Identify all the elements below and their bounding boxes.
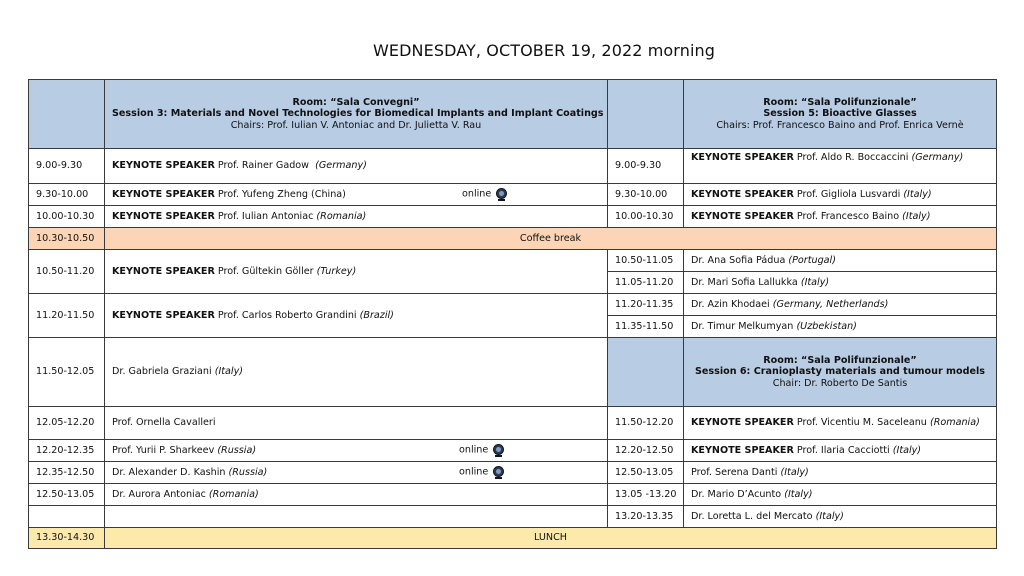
right-room: Room: “Sala Polifunzionale” [763, 96, 917, 108]
left-time: 11.20-11.50 [29, 294, 105, 338]
table-row [29, 440, 997, 462]
right-chairs: Chairs: Prof. Francesco Baino and Prof. Enrica Vernè [716, 119, 964, 131]
table-row [29, 149, 997, 184]
right-time: 11.35-11.50 [608, 316, 684, 338]
webcam-icon [493, 466, 504, 477]
right-talk: KEYNOTE SPEAKER Prof. Francesco Baino (Italy) [684, 206, 997, 228]
online-label: online [459, 466, 489, 478]
right-time: 10.00-10.30 [608, 206, 684, 228]
lunch-time: 13.30-14.30 [29, 528, 105, 549]
table-row [29, 506, 997, 528]
table-row [29, 184, 997, 206]
left-talk: Dr. Aurora Antoniac (Romania) [105, 484, 608, 506]
right-time: 12.50-13.05 [608, 462, 684, 484]
header-empty-time-right [608, 80, 684, 149]
coffee-time: 10.30-10.50 [29, 228, 105, 250]
right-talk: Dr. Azin Khodaei (Germany, Netherlands) [684, 294, 997, 316]
left-session-title: Session 3: Materials and Novel Technologies for Biomedical Implants and Implant Coatings [112, 108, 604, 120]
left-talk: Prof. Ornella Cavalleri [105, 407, 608, 440]
left-time: 12.50-13.05 [29, 484, 105, 506]
table-row [29, 484, 997, 506]
online-label: online [459, 444, 489, 456]
left-time: 12.35-12.50 [29, 462, 105, 484]
left-talk: KEYNOTE SPEAKER Prof. Rainer Gadow (Germany) [105, 149, 608, 184]
right-talk: KEYNOTE SPEAKER Prof. Ilaria Cacciotti (Italy) [684, 440, 997, 462]
right-session-title: Session 6: Cranioplasty materials and tumour models [695, 366, 985, 378]
right-time: 13.05 -13.20 [608, 484, 684, 506]
coffee-break-label: Coffee break [105, 228, 997, 250]
right-time: 11.50-12.20 [608, 407, 684, 440]
table-row [29, 338, 997, 407]
lunch-row [29, 528, 997, 549]
right-session6-header [684, 338, 997, 407]
right-time: 13.20-13.35 [608, 506, 684, 528]
left-time-empty [29, 506, 105, 528]
table-row [29, 250, 997, 272]
coffee-break-row [29, 228, 997, 250]
webcam-icon [493, 444, 504, 455]
right-time: 11.05-11.20 [608, 272, 684, 294]
schedule-table [28, 79, 997, 549]
table-row [29, 294, 997, 316]
left-session-header [105, 80, 608, 149]
left-time: 9.00-9.30 [29, 149, 105, 184]
right-talk: Dr. Ana Sofia Pádua (Portugal) [684, 250, 997, 272]
right-time: 10.50-11.05 [608, 250, 684, 272]
webcam-icon [496, 188, 507, 199]
left-time: 9.30-10.00 [29, 184, 105, 206]
table-row [29, 407, 997, 440]
left-talk: Prof. Yurii P. Sharkeev (Russia) online [105, 440, 608, 462]
right-talk: KEYNOTE SPEAKER Prof. Gigliola Lusvardi (Italy) [684, 184, 997, 206]
page-title: WEDNESDAY, OCTOBER 19, 2022 morning [373, 41, 715, 60]
left-time: 11.50-12.05 [29, 338, 105, 407]
right-talk: Dr. Timur Melkumyan (Uzbekistan) [684, 316, 997, 338]
right-session-header [684, 80, 997, 149]
right-time: 12.20-12.50 [608, 440, 684, 462]
left-time: 12.20-12.35 [29, 440, 105, 462]
header-empty-time-right [608, 338, 684, 407]
table-header-row [29, 80, 997, 149]
left-time: 12.05-12.20 [29, 407, 105, 440]
table-row [29, 206, 997, 228]
left-time: 10.00-10.30 [29, 206, 105, 228]
lunch-label: LUNCH [105, 528, 997, 549]
right-time: 9.30-10.00 [608, 184, 684, 206]
left-talk: KEYNOTE SPEAKER Prof. Carlos Roberto Grandini (Brazil) [105, 294, 608, 338]
left-talk: KEYNOTE SPEAKER Prof. Gültekin Göller (Turkey) [105, 250, 608, 294]
left-time: 10.50-11.20 [29, 250, 105, 294]
header-empty-time-left [29, 80, 105, 149]
right-session-title: Session 5: Bioactive Glasses [763, 108, 917, 120]
online-label: online [462, 188, 492, 200]
right-talk: Dr. Mario D’Acunto (Italy) [684, 484, 997, 506]
right-time: 9.00-9.30 [608, 149, 684, 184]
left-talk: Dr. Alexander D. Kashin (Russia) online [105, 462, 608, 484]
right-chairs: Chair: Dr. Roberto De Santis [772, 377, 908, 389]
left-talk: KEYNOTE SPEAKER Prof. Iulian Antoniac (Romania) [105, 206, 608, 228]
right-time: 11.20-11.35 [608, 294, 684, 316]
right-talk: Dr. Loretta L. del Mercato (Italy) [684, 506, 997, 528]
left-talk-empty [105, 506, 608, 528]
left-talk: Dr. Gabriela Graziani (Italy) [105, 338, 608, 407]
right-talk: Prof. Serena Danti (Italy) [684, 462, 997, 484]
left-chairs: Chairs: Prof. Iulian V. Antoniac and Dr. Julietta V. Rau [230, 119, 482, 131]
right-talk: KEYNOTE SPEAKER Prof. Vicentiu M. Saceleanu (Romania) [684, 407, 997, 440]
right-talk: Dr. Mari Sofia Lallukka (Italy) [684, 272, 997, 294]
left-room: Room: “Sala Convegni” [292, 96, 420, 108]
table-row [29, 462, 997, 484]
right-talk: KEYNOTE SPEAKER Prof. Aldo R. Boccaccini (Germany) [684, 149, 997, 184]
left-talk: KEYNOTE SPEAKER Prof. Yufeng Zheng (China) online [105, 184, 608, 206]
right-room: Room: “Sala Polifunzionale” [763, 354, 917, 366]
